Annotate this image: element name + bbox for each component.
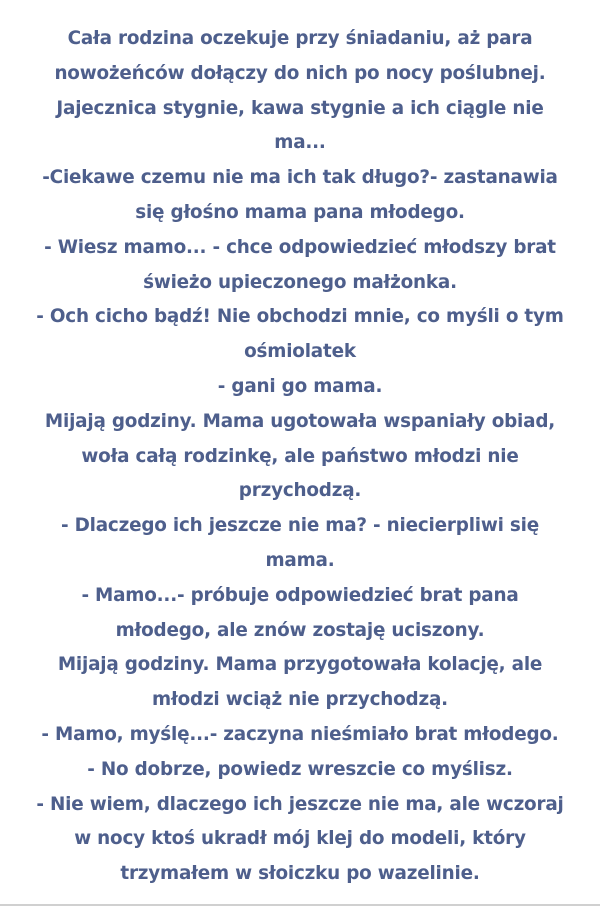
text-line: Jajecznica stygnie, kawa stygnie a ich ciągle nie xyxy=(56,97,544,119)
text-line: trzymałem w słoiczku po wazelinie. xyxy=(120,863,480,885)
text-line: - Nie wiem, dlaczego ich jeszcze nie ma, ale wczoraj xyxy=(36,793,564,815)
text-line: ośmiolatek xyxy=(244,341,356,363)
text-line: ma... xyxy=(274,132,326,154)
text-line: Mijają godziny. Mama ugotowała wspaniały obiad, xyxy=(44,410,556,432)
text-line: - gani go mama. xyxy=(217,375,383,397)
text-line: Cała rodzina oczekuje przy śniadaniu, aż para xyxy=(67,28,533,49)
text-line: mama. xyxy=(265,549,335,571)
text-line: się głośno mama pana młodego. xyxy=(135,201,465,223)
text-line: - Wiesz mamo... - chce odpowiedzieć młodszy brat xyxy=(44,236,556,258)
text-line: - Mamo...- próbuje odpowiedzieć brat pana xyxy=(81,584,519,606)
text-line: młodego, ale znów zostaję uciszony. xyxy=(115,619,485,641)
text-line: w nocy ktoś ukradł mój klej do modeli, który xyxy=(74,828,526,850)
text-line: przychodzą. xyxy=(238,480,362,502)
text-line: świeżo upieczonego małżonka. xyxy=(143,271,457,293)
text-line: młodzi wciąż nie przychodzą. xyxy=(152,689,448,711)
text-line: nowożeńców dołączy do nich po nocy poślubnej. xyxy=(54,62,546,84)
text-line: - Mamo, myślę...- zaczyna nieśmiało brat młodego. xyxy=(41,723,559,745)
text-line: - No dobrze, powiedz wreszcie co myślisz. xyxy=(87,758,513,780)
text-line: - Dlaczego ich jeszcze nie ma? - niecierpliwi się xyxy=(60,515,540,537)
joke-text xyxy=(0,22,600,892)
text-line: Mijają godziny. Mama przygotowała kolację, ale xyxy=(57,654,543,676)
text-line: -Ciekawe czemu nie ma ich tak długo?- zastanawia xyxy=(42,167,558,189)
text-line: woła całą rodzinkę, ale państwo młodzi nie xyxy=(81,445,519,467)
text-line: - Och cicho bądź! Nie obchodzi mnie, co myśli o tym xyxy=(36,306,564,328)
